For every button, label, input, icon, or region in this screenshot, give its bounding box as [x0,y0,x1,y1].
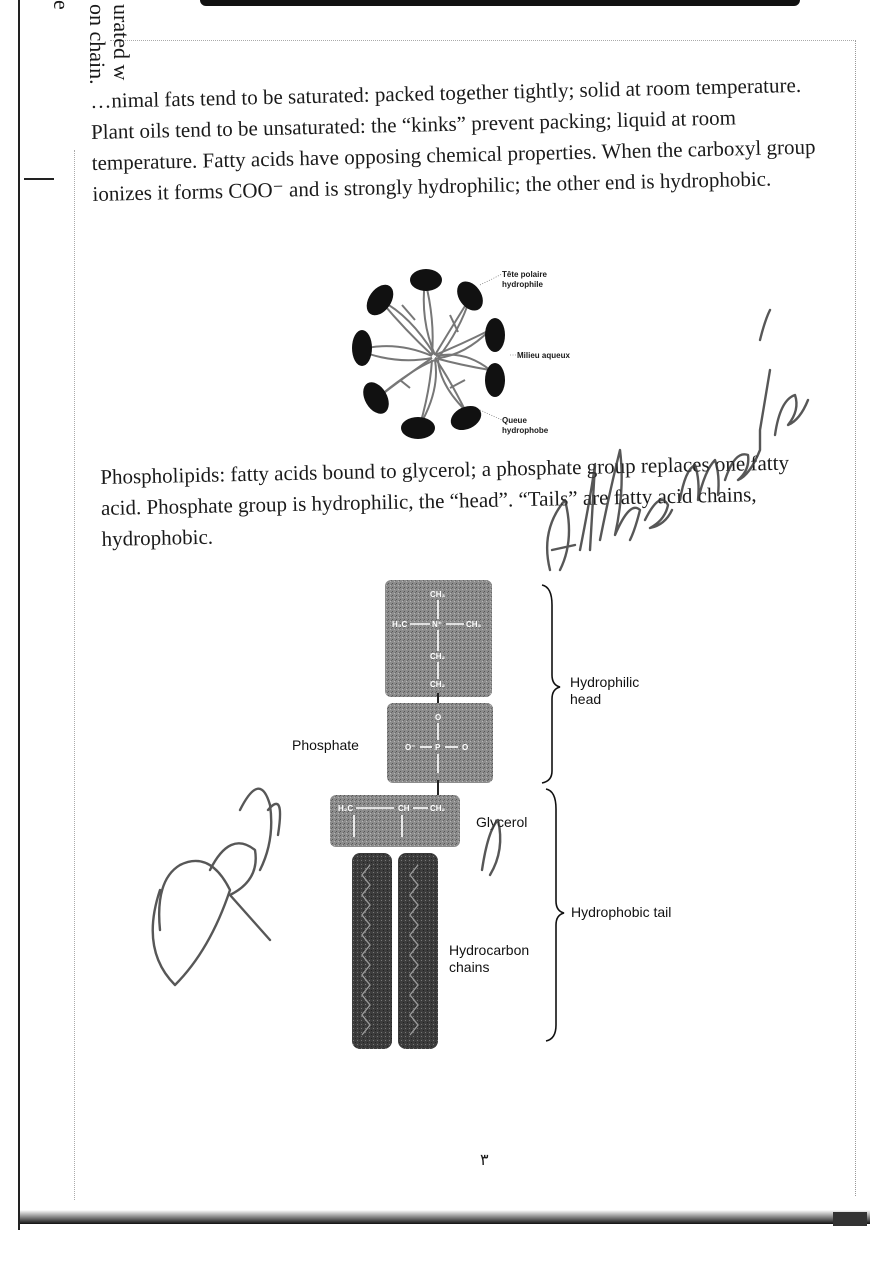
label-hydrocarbon-chains: Hydrocarbon chains [449,942,530,975]
page-number: ٣ [480,1152,489,1169]
paragraph-fats: …nimal fats tend to be saturated: packed together tightly; solid at room temperature. Plant oils tend to be unsaturated: the “kinks” prevent packing; liquid at room temperature. Fatty acids have opposing chemical properties. When the carboxyl group ionizes it forms COO⁻ and is strongly hydrophilic; the other end is hydrophobic. [90,72,816,206]
label-phosphate: Phosphate [292,737,359,753]
margin-dash [24,178,54,180]
choline-atom: CH₃ [430,590,446,599]
glycerol-atom: H₂C [338,804,354,813]
margin-fragment-2: on chain. [85,4,110,85]
label-glycerol: Glycerol [476,814,528,830]
choline-atom: CH₂ [430,652,446,661]
scan-shadow-bottom [20,1210,870,1224]
margin-fragment-3: e [49,0,74,10]
choline-atom: CH₂ [430,680,446,689]
glycerol-atom: CH [398,804,410,813]
phosphate-atom: O⁻ [405,743,416,752]
page-border-left [74,150,76,1200]
glycerol-atom: CH₂ [430,804,446,813]
label-aqueous-medium: Milieu aqueux [517,351,570,360]
scan-shadow-top [200,0,800,6]
phosphate-atom: O [435,713,442,722]
phosphate-atom: O [462,743,469,752]
handwritten-watermark [120,240,820,1010]
choline-atom: CH₃ [466,620,482,629]
phosphate-atom: P [435,743,441,752]
choline-atom: N⁺ [432,620,442,629]
scan-corner-mark [833,1212,867,1226]
margin-fragment-1: urated w [109,4,134,81]
label-hydrophobic-tail-fr: Queue hydrophobe [502,416,549,435]
label-hydrophobic-tail: Hydrophobic tail [571,904,672,920]
label-hydrophilic-head: Hydrophilic head [570,674,640,707]
watermark-text-upper: Alhamdani [120,240,125,241]
scan-shadow-left [18,0,20,1230]
paragraph-phospholipids: Phospholipids: fatty acids bound to glycerol; a phosphate group replaces one fatty acid. Phosphate group is hydrophilic, the “head”. “Tails” are fatty acid chains, hydrophobic. [100,450,790,551]
label-polar-head: Tête polaire hydrophile [502,270,547,289]
choline-atom: H₃C [392,620,408,629]
